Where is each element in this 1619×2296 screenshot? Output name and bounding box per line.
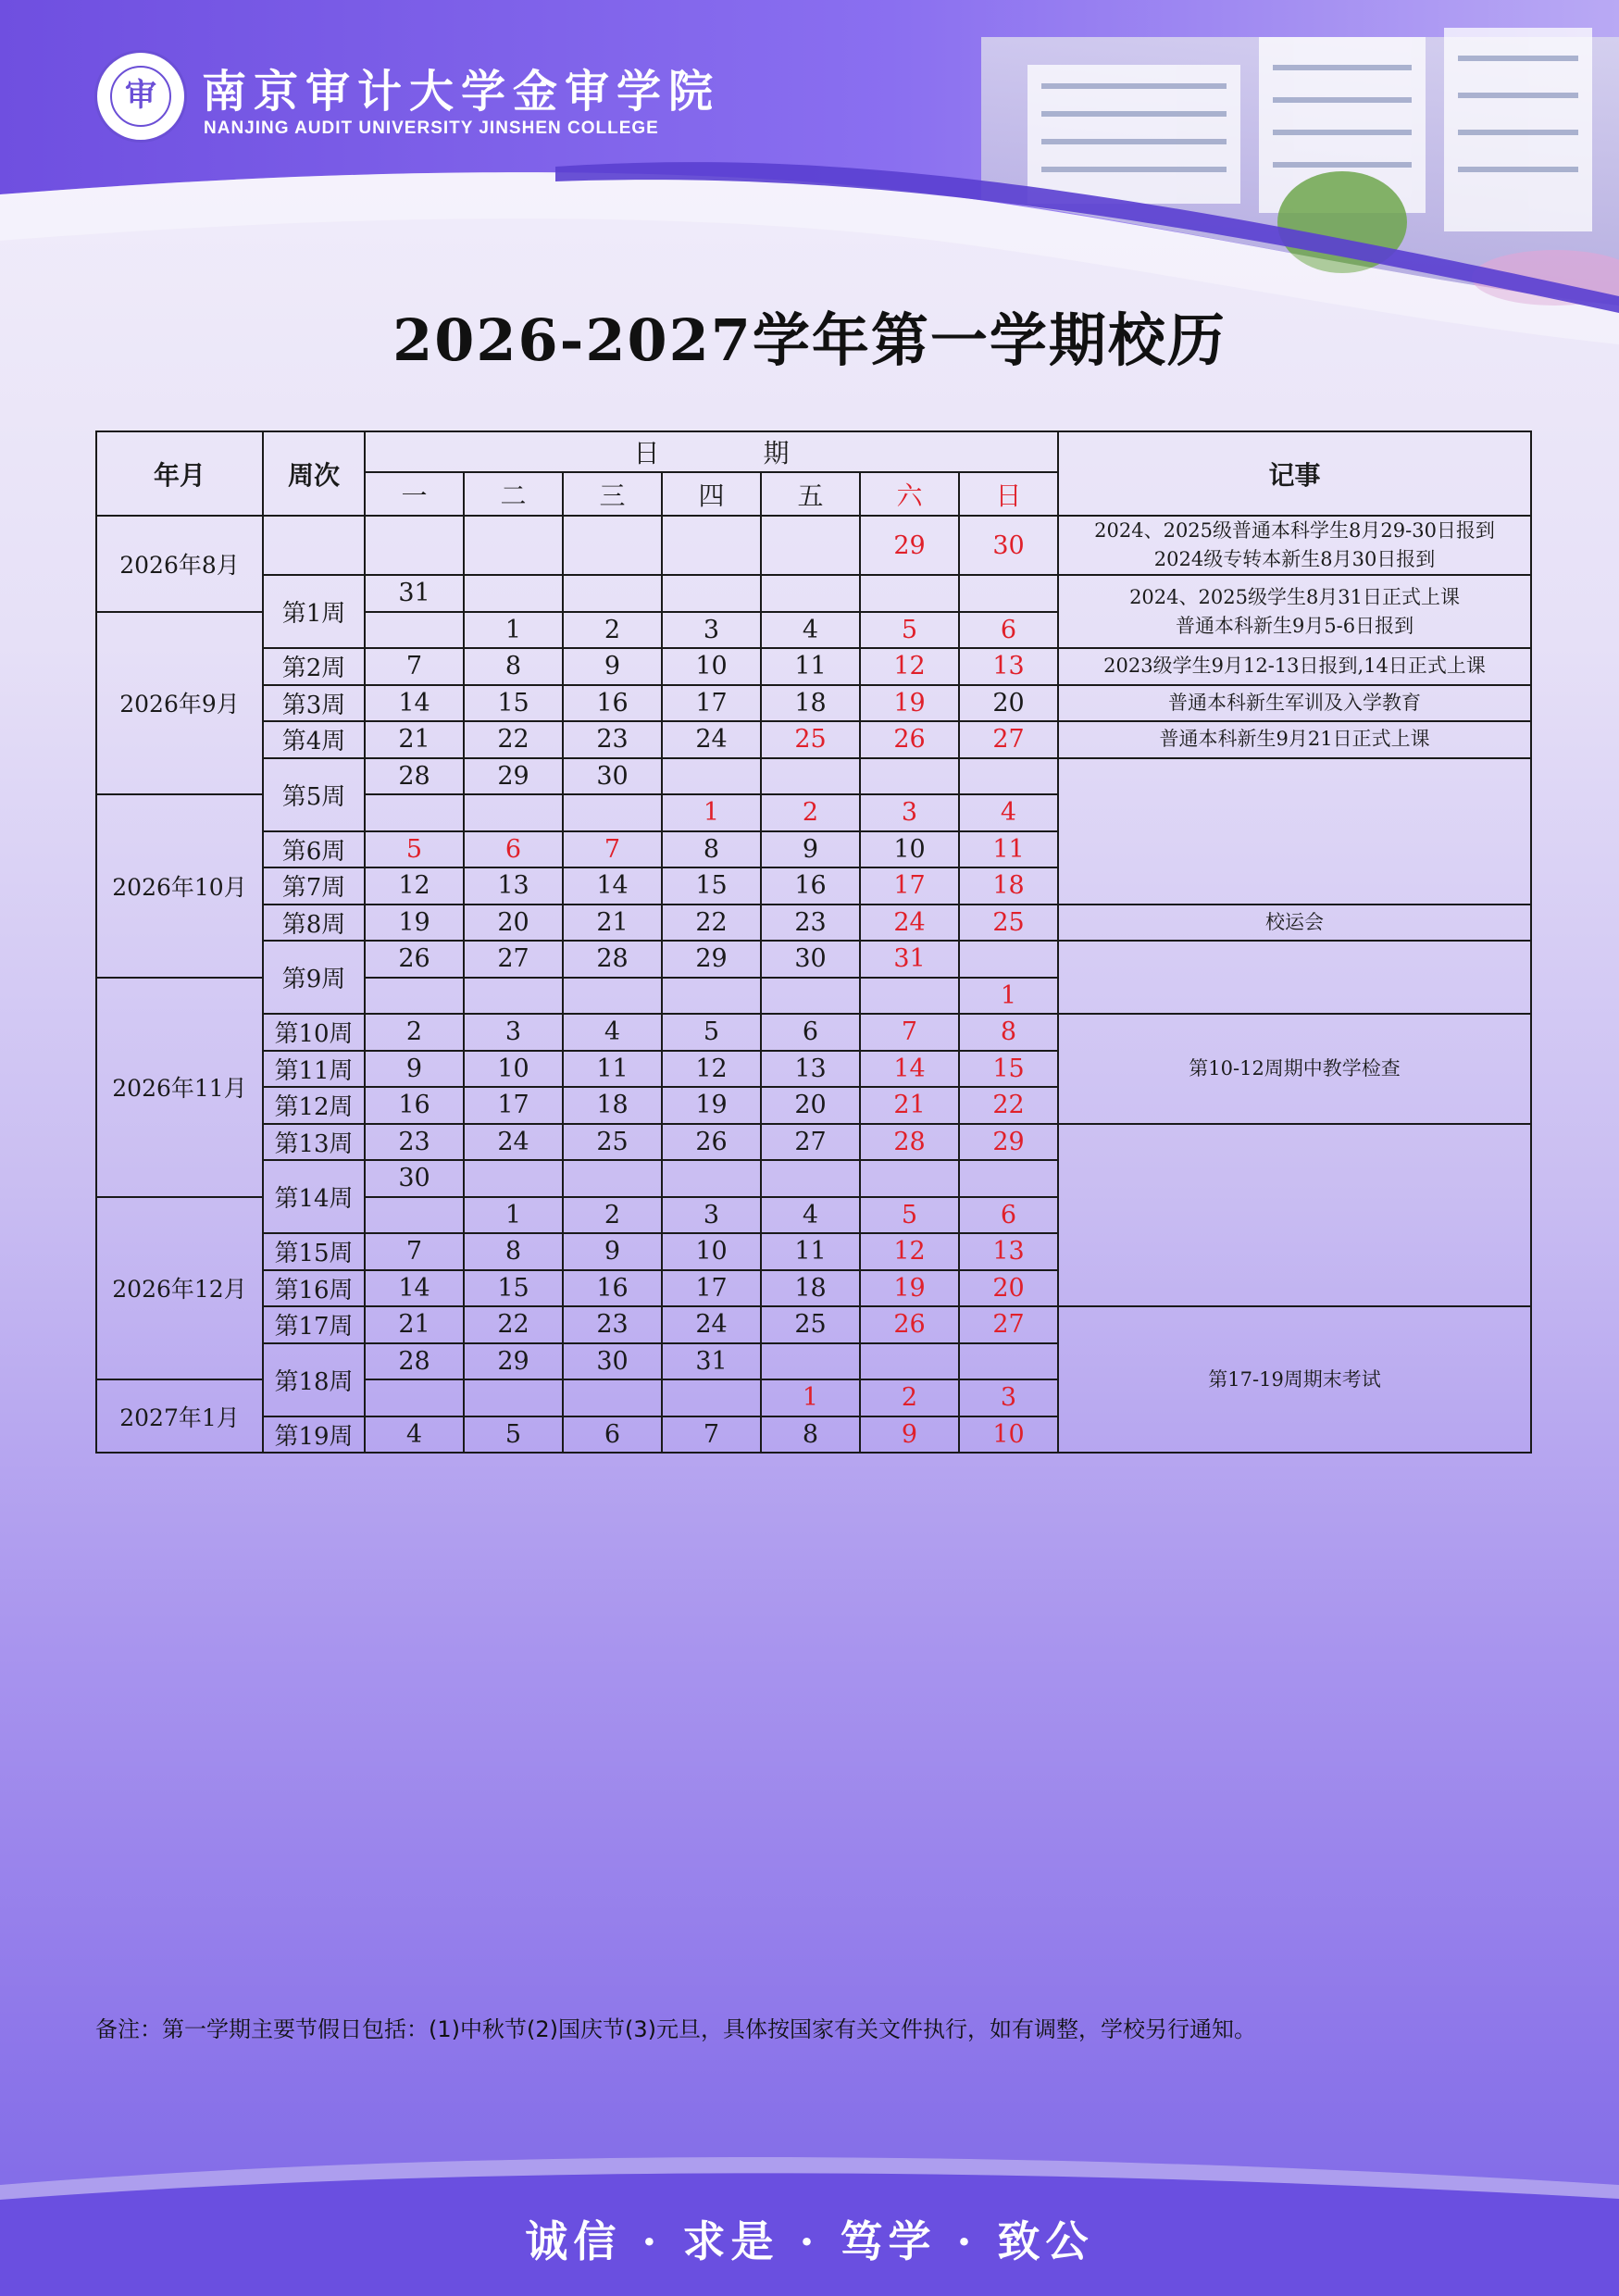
date-cell-sun: 13 bbox=[959, 648, 1058, 685]
date-cell-fri: 6 bbox=[761, 1014, 860, 1051]
calendar-row bbox=[96, 758, 1531, 795]
date-cell-thu: 5 bbox=[662, 1014, 761, 1051]
date-cell-thu bbox=[662, 758, 761, 795]
date-cell-fri: 25 bbox=[761, 721, 860, 758]
date-cell-sun: 10 bbox=[959, 1416, 1058, 1454]
week-cell: 第18周 bbox=[263, 1343, 365, 1416]
date-cell-mon: 5 bbox=[365, 831, 464, 868]
date-cell-tue: 22 bbox=[464, 1306, 563, 1343]
notes-cell bbox=[1058, 941, 1531, 1014]
week-cell-empty bbox=[263, 516, 365, 575]
day-header-tue: 二 bbox=[464, 472, 563, 516]
date-cell-fri: 9 bbox=[761, 831, 860, 868]
date-cell-wed bbox=[563, 978, 662, 1015]
date-cell-fri: 11 bbox=[761, 648, 860, 685]
date-cell-thu: 26 bbox=[662, 1124, 761, 1161]
header-week: 周次 bbox=[263, 431, 365, 516]
date-cell-sat: 19 bbox=[860, 685, 959, 722]
date-cell-tue: 8 bbox=[464, 1233, 563, 1270]
week-cell: 第10周 bbox=[263, 1014, 365, 1051]
date-cell-wed bbox=[563, 516, 662, 575]
date-cell-wed: 11 bbox=[563, 1051, 662, 1088]
date-cell-sat: 5 bbox=[860, 612, 959, 649]
date-cell-thu: 17 bbox=[662, 1270, 761, 1307]
date-cell-fri: 30 bbox=[761, 941, 860, 978]
date-cell-thu: 17 bbox=[662, 685, 761, 722]
date-cell-thu: 1 bbox=[662, 794, 761, 831]
date-cell-sun: 18 bbox=[959, 867, 1058, 905]
week-cell: 第5周 bbox=[263, 758, 365, 831]
date-cell-sun bbox=[959, 1343, 1058, 1380]
date-cell-thu: 3 bbox=[662, 612, 761, 649]
month-cell: 2026年8月 bbox=[96, 516, 263, 612]
date-cell-mon: 19 bbox=[365, 905, 464, 942]
date-cell-sat: 2 bbox=[860, 1379, 959, 1416]
day-header-wed: 三 bbox=[563, 472, 662, 516]
week-cell: 第3周 bbox=[263, 685, 365, 722]
notes-cell: 校运会 bbox=[1058, 905, 1531, 942]
calendar-row bbox=[96, 1014, 1531, 1051]
date-cell-tue: 1 bbox=[464, 612, 563, 649]
date-cell-sun: 20 bbox=[959, 685, 1058, 722]
notes-cell: 2024、2025级学生8月31日正式上课 普通本科新生9月5-6日报到 bbox=[1058, 575, 1531, 648]
date-cell-sat: 19 bbox=[860, 1270, 959, 1307]
week-cell: 第17周 bbox=[263, 1306, 365, 1343]
week-cell: 第19周 bbox=[263, 1416, 365, 1454]
date-cell-wed bbox=[563, 575, 662, 612]
logo-glyph: 审 bbox=[110, 66, 171, 127]
notes-cell: 普通本科新生军训及入学教育 bbox=[1058, 685, 1531, 722]
date-cell-sun: 3 bbox=[959, 1379, 1058, 1416]
calendar-body bbox=[96, 516, 1531, 1453]
date-cell-sat: 21 bbox=[860, 1087, 959, 1124]
date-cell-sun bbox=[959, 1160, 1058, 1197]
date-cell-mon bbox=[365, 1197, 464, 1234]
date-cell-fri: 20 bbox=[761, 1087, 860, 1124]
date-cell-wed: 28 bbox=[563, 941, 662, 978]
date-cell-tue bbox=[464, 516, 563, 575]
date-cell-thu: 22 bbox=[662, 905, 761, 942]
calendar-row bbox=[96, 685, 1531, 722]
date-cell-sat: 7 bbox=[860, 1014, 959, 1051]
date-cell-mon bbox=[365, 978, 464, 1015]
date-cell-sat bbox=[860, 1160, 959, 1197]
date-cell-tue: 3 bbox=[464, 1014, 563, 1051]
week-cell: 第12周 bbox=[263, 1087, 365, 1124]
date-cell-wed bbox=[563, 1160, 662, 1197]
date-cell-mon: 14 bbox=[365, 1270, 464, 1307]
week-cell: 第11周 bbox=[263, 1051, 365, 1088]
date-cell-tue: 8 bbox=[464, 648, 563, 685]
date-cell-tue: 13 bbox=[464, 867, 563, 905]
date-cell-wed: 23 bbox=[563, 721, 662, 758]
date-cell-tue: 10 bbox=[464, 1051, 563, 1088]
date-cell-mon: 28 bbox=[365, 758, 464, 795]
date-cell-fri: 4 bbox=[761, 612, 860, 649]
date-cell-mon: 2 bbox=[365, 1014, 464, 1051]
date-cell-wed bbox=[563, 1379, 662, 1416]
calendar-row bbox=[96, 1124, 1531, 1161]
date-cell-mon: 14 bbox=[365, 685, 464, 722]
date-cell-sat: 17 bbox=[860, 867, 959, 905]
date-cell-sun: 6 bbox=[959, 1197, 1058, 1234]
date-cell-tue: 27 bbox=[464, 941, 563, 978]
date-cell-mon bbox=[365, 1379, 464, 1416]
header-month: 年月 bbox=[96, 431, 263, 516]
date-cell-sun: 15 bbox=[959, 1051, 1058, 1088]
date-cell-sat: 5 bbox=[860, 1197, 959, 1234]
date-cell-thu: 15 bbox=[662, 867, 761, 905]
date-cell-sat: 28 bbox=[860, 1124, 959, 1161]
date-cell-fri: 8 bbox=[761, 1416, 860, 1454]
date-cell-fri: 16 bbox=[761, 867, 860, 905]
date-cell-fri: 23 bbox=[761, 905, 860, 942]
date-cell-sat: 12 bbox=[860, 1233, 959, 1270]
date-cell-thu: 10 bbox=[662, 1233, 761, 1270]
date-cell-fri: 25 bbox=[761, 1306, 860, 1343]
date-cell-thu: 24 bbox=[662, 721, 761, 758]
date-cell-fri: 4 bbox=[761, 1197, 860, 1234]
college-logo bbox=[94, 50, 187, 143]
date-cell-sun bbox=[959, 758, 1058, 795]
date-cell-wed: 7 bbox=[563, 831, 662, 868]
calendar-table bbox=[95, 430, 1532, 1454]
date-cell-mon: 7 bbox=[365, 1233, 464, 1270]
date-cell-sat: 12 bbox=[860, 648, 959, 685]
date-cell-fri: 11 bbox=[761, 1233, 860, 1270]
date-cell-tue: 15 bbox=[464, 685, 563, 722]
date-cell-wed bbox=[563, 794, 662, 831]
date-cell-mon: 31 bbox=[365, 575, 464, 612]
date-cell-wed: 23 bbox=[563, 1306, 662, 1343]
date-cell-mon bbox=[365, 794, 464, 831]
calendar-row bbox=[96, 905, 1531, 942]
week-cell: 第15周 bbox=[263, 1233, 365, 1270]
date-cell-sat: 31 bbox=[860, 941, 959, 978]
date-cell-sun: 25 bbox=[959, 905, 1058, 942]
date-cell-tue: 6 bbox=[464, 831, 563, 868]
week-cell: 第8周 bbox=[263, 905, 365, 942]
day-header-sun: 日 bbox=[959, 472, 1058, 516]
date-cell-fri bbox=[761, 1160, 860, 1197]
day-header-mon: 一 bbox=[365, 472, 464, 516]
notes-cell: 第10-12周期中教学检查 bbox=[1058, 1014, 1531, 1124]
date-cell-fri bbox=[761, 516, 860, 575]
month-cell: 2026年9月 bbox=[96, 612, 263, 795]
date-cell-fri bbox=[761, 978, 860, 1015]
date-cell-tue: 29 bbox=[464, 758, 563, 795]
date-cell-sat bbox=[860, 1343, 959, 1380]
calendar-row bbox=[96, 648, 1531, 685]
date-cell-mon: 21 bbox=[365, 1306, 464, 1343]
date-cell-fri bbox=[761, 758, 860, 795]
date-cell-thu: 10 bbox=[662, 648, 761, 685]
date-cell-sat: 14 bbox=[860, 1051, 959, 1088]
week-cell: 第13周 bbox=[263, 1124, 365, 1161]
date-cell-thu bbox=[662, 575, 761, 612]
college-name-cn: 南京审计大学金审学院 bbox=[202, 66, 721, 118]
week-cell: 第14周 bbox=[263, 1160, 365, 1233]
notes-cell: 普通本科新生9月21日正式上课 bbox=[1058, 721, 1531, 758]
date-cell-thu bbox=[662, 1379, 761, 1416]
week-cell: 第1周 bbox=[263, 575, 365, 648]
day-header-sat: 六 bbox=[860, 472, 959, 516]
date-cell-fri: 27 bbox=[761, 1124, 860, 1161]
date-cell-wed: 2 bbox=[563, 612, 662, 649]
date-cell-sat: 29 bbox=[860, 516, 959, 575]
week-cell: 第16周 bbox=[263, 1270, 365, 1307]
calendar-row bbox=[96, 941, 1531, 978]
date-cell-fri bbox=[761, 1343, 860, 1380]
date-cell-thu: 8 bbox=[662, 831, 761, 868]
date-cell-sun bbox=[959, 941, 1058, 978]
date-cell-mon bbox=[365, 612, 464, 649]
date-cell-thu bbox=[662, 978, 761, 1015]
footnote: 备注：第一学期主要节假日包括：(1)中秋节(2)国庆节(3)元旦，具体按国家有关文件执行，如有调整，学校另行通知。 bbox=[95, 2016, 1256, 2042]
date-cell-fri bbox=[761, 575, 860, 612]
date-cell-sat bbox=[860, 978, 959, 1015]
date-cell-sun: 27 bbox=[959, 1306, 1058, 1343]
week-cell: 第9周 bbox=[263, 941, 365, 1014]
date-cell-sun: 22 bbox=[959, 1087, 1058, 1124]
date-cell-sun bbox=[959, 575, 1058, 612]
date-cell-fri: 2 bbox=[761, 794, 860, 831]
date-cell-sat: 9 bbox=[860, 1416, 959, 1454]
date-cell-tue: 5 bbox=[464, 1416, 563, 1454]
date-cell-wed: 25 bbox=[563, 1124, 662, 1161]
calendar-row bbox=[96, 516, 1531, 575]
college-name-en: NANJING AUDIT UNIVERSITY JINSHEN COLLEGE bbox=[204, 119, 659, 138]
notes-cell: 第17-19周期末考试 bbox=[1058, 1306, 1531, 1453]
date-cell-sun: 20 bbox=[959, 1270, 1058, 1307]
date-cell-tue bbox=[464, 575, 563, 612]
date-cell-wed: 18 bbox=[563, 1087, 662, 1124]
slogan: 诚信 · 求是 · 笃学 · 致公 bbox=[525, 2216, 1094, 2266]
week-cell: 第2周 bbox=[263, 648, 365, 685]
date-cell-wed: 21 bbox=[563, 905, 662, 942]
date-cell-wed: 30 bbox=[563, 1343, 662, 1380]
date-cell-wed: 9 bbox=[563, 1233, 662, 1270]
date-cell-mon: 7 bbox=[365, 648, 464, 685]
date-cell-mon: 16 bbox=[365, 1087, 464, 1124]
date-cell-thu: 3 bbox=[662, 1197, 761, 1234]
date-cell-mon: 12 bbox=[365, 867, 464, 905]
date-cell-mon: 4 bbox=[365, 1416, 464, 1454]
header-date: 日 期 bbox=[365, 431, 1058, 472]
date-cell-thu: 19 bbox=[662, 1087, 761, 1124]
month-cell: 2026年11月 bbox=[96, 978, 263, 1197]
date-cell-tue: 24 bbox=[464, 1124, 563, 1161]
date-cell-thu: 12 bbox=[662, 1051, 761, 1088]
date-cell-wed: 9 bbox=[563, 648, 662, 685]
page-title: 2026-2027学年第一学期校历 bbox=[392, 306, 1227, 374]
date-cell-fri: 1 bbox=[761, 1379, 860, 1416]
week-cell: 第7周 bbox=[263, 867, 365, 905]
date-cell-mon: 9 bbox=[365, 1051, 464, 1088]
notes-cell bbox=[1058, 758, 1531, 905]
date-cell-tue: 17 bbox=[464, 1087, 563, 1124]
week-cell: 第6周 bbox=[263, 831, 365, 868]
date-cell-mon: 23 bbox=[365, 1124, 464, 1161]
date-cell-mon: 28 bbox=[365, 1343, 464, 1380]
date-cell-tue: 29 bbox=[464, 1343, 563, 1380]
date-cell-fri: 13 bbox=[761, 1051, 860, 1088]
date-cell-tue bbox=[464, 1379, 563, 1416]
date-cell-wed: 14 bbox=[563, 867, 662, 905]
date-cell-thu bbox=[662, 1160, 761, 1197]
date-cell-tue bbox=[464, 794, 563, 831]
date-cell-tue bbox=[464, 1160, 563, 1197]
header-notes: 记事 bbox=[1058, 431, 1531, 516]
date-cell-sun: 11 bbox=[959, 831, 1058, 868]
date-cell-thu bbox=[662, 516, 761, 575]
date-cell-sun: 29 bbox=[959, 1124, 1058, 1161]
date-cell-sun: 8 bbox=[959, 1014, 1058, 1051]
notes-cell bbox=[1058, 1124, 1531, 1307]
date-cell-sat bbox=[860, 758, 959, 795]
date-cell-wed: 6 bbox=[563, 1416, 662, 1454]
date-cell-sat: 26 bbox=[860, 1306, 959, 1343]
date-cell-wed: 4 bbox=[563, 1014, 662, 1051]
notes-cell: 2024、2025级普通本科学生8月29-30日报到 2024级专转本新生8月30日报到 bbox=[1058, 516, 1531, 575]
month-cell: 2027年1月 bbox=[96, 1379, 263, 1453]
date-cell-thu: 24 bbox=[662, 1306, 761, 1343]
date-cell-sun: 30 bbox=[959, 516, 1058, 575]
date-cell-mon: 26 bbox=[365, 941, 464, 978]
date-cell-wed: 16 bbox=[563, 1270, 662, 1307]
week-cell: 第4周 bbox=[263, 721, 365, 758]
date-cell-sun: 4 bbox=[959, 794, 1058, 831]
day-header-thu: 四 bbox=[662, 472, 761, 516]
date-cell-tue: 20 bbox=[464, 905, 563, 942]
date-cell-mon bbox=[365, 516, 464, 575]
month-cell: 2026年12月 bbox=[96, 1197, 263, 1380]
date-cell-sun: 6 bbox=[959, 612, 1058, 649]
date-cell-thu: 7 bbox=[662, 1416, 761, 1454]
notes-cell: 2023级学生9月12-13日报到,14日正式上课 bbox=[1058, 648, 1531, 685]
date-cell-tue: 15 bbox=[464, 1270, 563, 1307]
date-cell-thu: 31 bbox=[662, 1343, 761, 1380]
date-cell-wed: 30 bbox=[563, 758, 662, 795]
date-cell-fri: 18 bbox=[761, 685, 860, 722]
date-cell-sat: 26 bbox=[860, 721, 959, 758]
calendar-row bbox=[96, 575, 1531, 612]
date-cell-tue: 22 bbox=[464, 721, 563, 758]
date-cell-mon: 30 bbox=[365, 1160, 464, 1197]
day-header-fri: 五 bbox=[761, 472, 860, 516]
date-cell-wed: 2 bbox=[563, 1197, 662, 1234]
date-cell-tue: 1 bbox=[464, 1197, 563, 1234]
date-cell-sun: 27 bbox=[959, 721, 1058, 758]
date-cell-thu: 29 bbox=[662, 941, 761, 978]
calendar-row bbox=[96, 721, 1531, 758]
date-cell-tue bbox=[464, 978, 563, 1015]
date-cell-sat: 3 bbox=[860, 794, 959, 831]
date-cell-sun: 1 bbox=[959, 978, 1058, 1015]
date-cell-wed: 16 bbox=[563, 685, 662, 722]
month-cell: 2026年10月 bbox=[96, 794, 263, 978]
calendar-row bbox=[96, 1306, 1531, 1343]
date-cell-sun: 13 bbox=[959, 1233, 1058, 1270]
date-cell-sat: 10 bbox=[860, 831, 959, 868]
date-cell-sat bbox=[860, 575, 959, 612]
date-cell-mon: 21 bbox=[365, 721, 464, 758]
date-cell-sat: 24 bbox=[860, 905, 959, 942]
date-cell-fri: 18 bbox=[761, 1270, 860, 1307]
